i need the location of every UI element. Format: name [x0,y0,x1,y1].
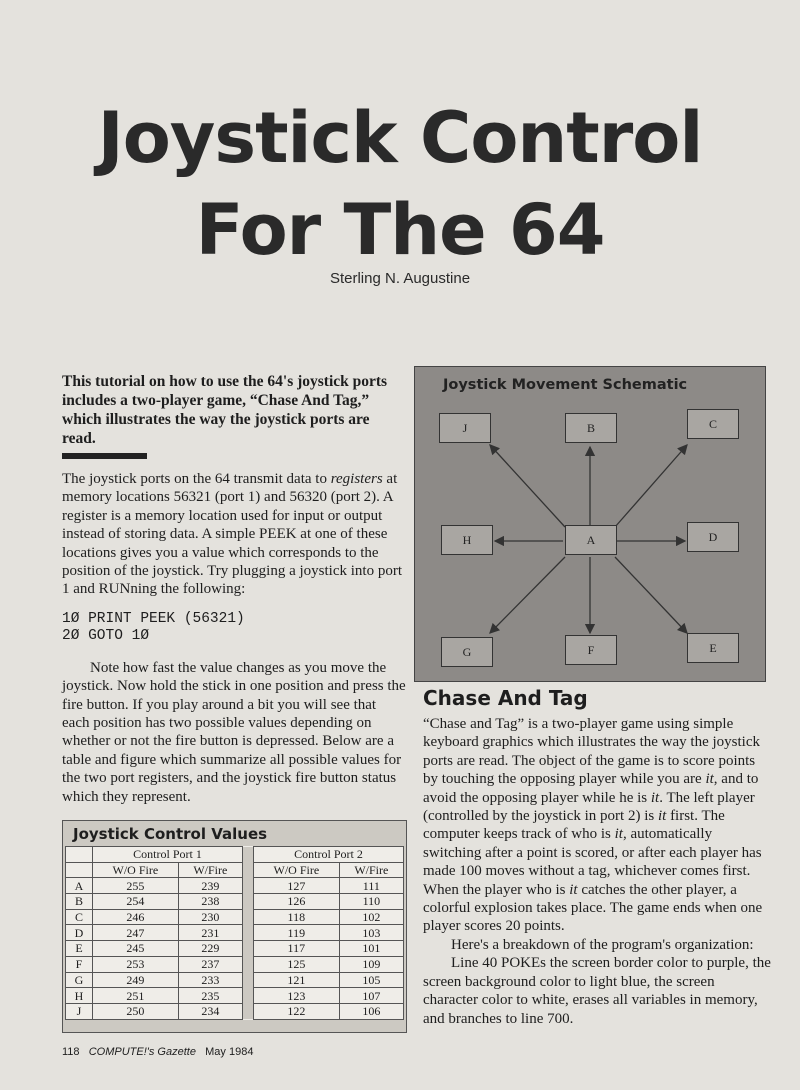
table-row [66,941,404,957]
section-rule [62,453,147,459]
right-column [423,715,771,1028]
arrow-g [490,557,565,633]
table-cell: 121 [253,972,339,988]
row-label: B [66,894,93,910]
col-header: W/O Fire [93,862,179,878]
table-cell: 229 [178,941,242,957]
box-a: A [565,525,617,555]
magazine-name: COMPUTE!'s Gazette [88,1046,196,1058]
row-label: E [66,941,93,957]
box-b: B [565,413,617,443]
table-cell: 119 [253,925,339,941]
table-cell: 125 [253,956,339,972]
table-row [66,988,404,1004]
table-cell: 253 [93,956,179,972]
schematic-title: Joystick Movement Schematic [443,377,688,393]
row-label: A [66,878,93,894]
table-cell: 101 [339,941,403,957]
table-cell: 237 [178,956,242,972]
joystick-values-table [62,820,407,1033]
paragraph-5: Line 40 POKEs the screen border color to purple, the screen background color to light blue, the screen character color to white, erases all variables in memory, and branches to line 700. [423,955,771,1027]
table-row [66,909,404,925]
row-label: G [66,972,93,988]
table-cell: 233 [178,972,242,988]
paragraph-2: Note how fast the value changes as you move the joystick. Now hold the stick in one position and press the fire button. If you play around a bit you will see that each position has two possible values depending on whether or not the fire button is depressed. Below are a table and figure which summarize all possible values for the two port registers, and the joystick fire button status which they represent. [62,659,406,805]
table-cell: 118 [253,909,339,925]
table-cell: 234 [178,1003,242,1019]
table-cell: 245 [93,941,179,957]
table-row [66,894,404,910]
table-cell: 235 [178,988,242,1004]
section-heading: Chase And Tag [423,686,588,710]
table-cell: 230 [178,909,242,925]
box-h: H [441,525,493,555]
table-cell: 107 [339,988,403,1004]
left-column [62,470,407,806]
row-label: C [66,909,93,925]
row-label: J [66,1003,93,1019]
page-footer [62,1046,253,1058]
table-cell: 109 [339,956,403,972]
title-line-2: For The 64 [195,189,605,271]
box-f: F [565,635,617,665]
table-cell: 105 [339,972,403,988]
table-cell: 122 [253,1003,339,1019]
table-cell: 249 [93,972,179,988]
intro-blurb: This tutorial on how to use the 64's joystick ports includes a two-player game, “Chase And Tag,” which illustrates the way the joystick ports are read. [62,373,388,447]
code-listing: 1Ø PRINT PEEK (56321) 2Ø GOTO 1Ø [62,610,245,644]
table-cell: 126 [253,894,339,910]
table-cell: 102 [339,909,403,925]
arrow-e [615,557,687,633]
table-row [66,1003,404,1019]
table-cell: 117 [253,941,339,957]
table-cell: 238 [178,894,242,910]
col-header: W/O Fire [253,862,339,878]
table-row [66,972,404,988]
table-cell: 239 [178,878,242,894]
article-title [0,92,800,276]
port1-header: Control Port 1 [93,847,243,863]
row-label: H [66,988,93,1004]
table-cell: 123 [253,988,339,1004]
table-row [66,925,404,941]
table-cell: 255 [93,878,179,894]
table-cell: 231 [178,925,242,941]
table-cell: 127 [253,878,339,894]
table-cell: 103 [339,925,403,941]
table-cell: 254 [93,894,179,910]
page-number: 118 [62,1046,80,1058]
box-c: C [687,409,739,439]
table-cell: 110 [339,894,403,910]
box-d: D [687,522,739,552]
paragraph-4: Here's a breakdown of the program's organization: [451,936,754,953]
arrow-j [490,445,565,527]
table-cell: 251 [93,988,179,1004]
col-header: W/Fire [339,862,403,878]
title-line-1: Joystick Control [97,97,703,179]
paragraph-3: “Chase and Tag” is a two-player game using simple keyboard graphics which illustrates the way the joystick ports are read. The object of the game is to score points by touching the opposing player while you are it, and to avoid the opposing player while he is it. The left player (controlled by the joystick in port 2) is it first. The computer keeps track of who is it, automatically switching after a point is scored, or after each player has made 100 moves without a tag, whichever comes first. When the player who is it catches the other player, a colorful explosion takes place. The game ends when one player scores 20 points. [423,716,763,935]
row-label: F [66,956,93,972]
issue-date: May 1984 [205,1046,254,1058]
table-title: Joystick Control Values [73,825,268,843]
table-row [66,956,404,972]
table-row [66,878,404,894]
joystick-schematic [414,366,766,682]
table-cell: 106 [339,1003,403,1019]
table-cell: 247 [93,925,179,941]
table-cell: 111 [339,878,403,894]
box-e: E [687,633,739,663]
col-header: W/Fire [178,862,242,878]
row-label: D [66,925,93,941]
port2-header: Control Port 2 [253,847,403,863]
author-byline: Sterling N. Augustine [329,270,471,287]
arrow-c [615,445,687,527]
box-g: G [441,637,493,667]
table-cell: 250 [93,1003,179,1019]
table-cell: 246 [93,909,179,925]
box-j: J [439,413,491,443]
paragraph-1: The joystick ports on the 64 transmit data to registers at memory locations 56321 (port 1) and 56320 (port 2). A register is a memory location used for input or output instead of storing data. A simple PEEK at one of these locations gives you a value which corresponds to the position of the joystick. Try plugging a joystick into port 1 and RUNning the following: [62,471,403,598]
